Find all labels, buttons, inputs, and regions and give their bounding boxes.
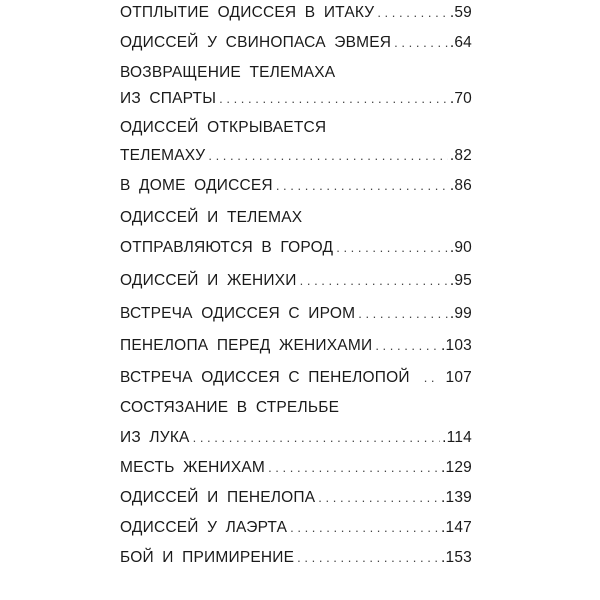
toc-entry [120, 272, 472, 294]
dot-leader [297, 550, 439, 565]
dot-leader [318, 490, 439, 505]
toc-entry-title: ОДИССЕЙ ОТКРЫВАЕТСЯ [120, 119, 327, 136]
toc-entry-page: .90 [449, 239, 472, 256]
toc-entry-title-line [120, 399, 472, 421]
dot-leader [377, 5, 448, 20]
toc-entry-title: ОДИССЕЙ У ЛАЭРТА [120, 519, 288, 536]
toc-entry-title-line [120, 209, 472, 231]
toc-entry-page: .59 [449, 4, 472, 21]
toc-entry [120, 429, 472, 451]
toc-entry-continuation: ИЗ ЛУКА [120, 429, 190, 446]
toc-entry-continuation: ОТПРАВЛЯЮТСЯ В ГОРОД [120, 239, 334, 256]
dot-leader [268, 460, 439, 475]
dot-leader [358, 306, 448, 321]
toc-entry-title: ОДИССЕЙ И ПЕНЕЛОПА [120, 489, 316, 506]
toc-entry-page: .64 [449, 34, 472, 51]
toc-entry-page: .139 [441, 489, 472, 506]
toc-entry [120, 519, 472, 541]
toc-entry-page: .114 [442, 429, 472, 446]
toc-entry-continuation: ИЗ СПАРТЫ [120, 90, 217, 107]
toc-entry-page: .153 [441, 549, 472, 566]
toc-entry-page: .99 [449, 305, 472, 322]
toc-entry-page: .70 [449, 90, 472, 107]
toc-entry [120, 90, 472, 112]
toc-entry [120, 369, 472, 391]
dot-leader [300, 273, 448, 288]
toc-entry-page: 107 [445, 369, 472, 386]
toc-entry-title: ВОЗВРАЩЕНИЕ ТЕЛЕМАХА [120, 64, 336, 81]
toc-entry [120, 147, 472, 169]
toc-entry-title-line [120, 119, 472, 141]
toc-entry [120, 549, 472, 571]
toc-entry [120, 4, 472, 26]
toc-entry [120, 489, 472, 511]
dot-leader [276, 178, 448, 193]
toc-entry-page: .82 [449, 147, 472, 164]
toc-entry [120, 337, 472, 359]
toc-entry-page: .129 [441, 459, 472, 476]
toc-entry-page: .95 [449, 272, 472, 289]
toc-entry-title: ВСТРЕЧА ОДИССЕЯ С ПЕНЕЛОПОЙ [120, 369, 410, 386]
toc-entry-title: СОСТЯЗАНИЕ В СТРЕЛЬБЕ [120, 399, 340, 416]
toc-entry [120, 459, 472, 481]
toc-entry-page: .103 [441, 337, 472, 354]
toc-entry-title-line [120, 64, 472, 86]
toc-entry-title: ОДИССЕЙ У СВИНОПАСА ЭВМЕЯ [120, 34, 392, 51]
dot-leader [424, 370, 438, 385]
toc-entry [120, 177, 472, 199]
dot-leader [336, 240, 448, 255]
dot-leader [394, 35, 448, 50]
toc-entry-title: ОТПЛЫТИЕ ОДИССЕЯ В ИТАКУ [120, 4, 375, 21]
dot-leader [375, 338, 439, 353]
toc-entry [120, 305, 472, 327]
toc-entry-title: ВСТРЕЧА ОДИССЕЯ С ИРОМ [120, 305, 356, 322]
toc-entry-title: ПЕНЕЛОПА ПЕРЕД ЖЕНИХАМИ [120, 337, 373, 354]
dot-leader [208, 148, 447, 163]
toc-entry-continuation: ТЕЛЕМАХУ [120, 147, 206, 164]
toc-entry-title: ОДИССЕЙ И ЖЕНИХИ [120, 272, 297, 289]
dot-leader [193, 430, 441, 445]
toc-entry [120, 34, 472, 56]
toc-entry-title: МЕСТЬ ЖЕНИХАМ [120, 459, 266, 476]
dot-leader [219, 91, 448, 106]
toc-entry-title: В ДОМЕ ОДИССЕЯ [120, 177, 273, 194]
toc-entry-title: БОЙ И ПРИМИРЕНИЕ [120, 549, 295, 566]
toc-entry-page: .147 [441, 519, 472, 536]
dot-leader [290, 520, 439, 535]
toc-entry-title: ОДИССЕЙ И ТЕЛЕМАХ [120, 209, 303, 226]
toc-entry-page: .86 [449, 177, 472, 194]
toc-entry [120, 239, 472, 261]
